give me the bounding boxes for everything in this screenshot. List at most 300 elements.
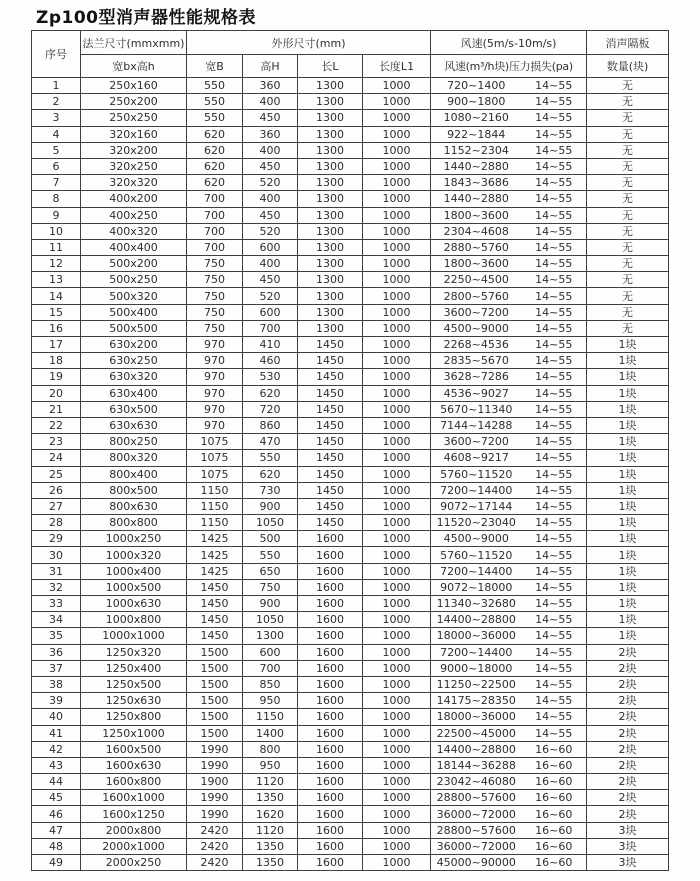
cell-length-l1: 1000 bbox=[363, 838, 431, 854]
header-flange-group: 法兰尺寸(mmxmm) bbox=[81, 31, 187, 55]
cell-length-l1: 1000 bbox=[363, 806, 431, 822]
cell-height-h: 500 bbox=[243, 531, 298, 547]
cell-wind bbox=[431, 385, 587, 401]
cell-length-l: 1450 bbox=[298, 337, 363, 353]
cell-width-b: 1500 bbox=[187, 676, 243, 692]
cell-wind bbox=[431, 515, 587, 531]
cell-length-l: 1600 bbox=[298, 806, 363, 822]
cell-baffle-count: 1块 bbox=[587, 401, 669, 417]
cell-wind bbox=[431, 612, 587, 628]
cell-serial: 8 bbox=[32, 191, 81, 207]
cell-baffle-count: 1块 bbox=[587, 596, 669, 612]
pressure-loss-range: 14~55 bbox=[535, 564, 573, 578]
cell-length-l: 1300 bbox=[298, 223, 363, 239]
cell-height-h: 860 bbox=[243, 417, 298, 433]
airflow-range: 9072~18000 bbox=[440, 580, 513, 594]
cell-wind bbox=[431, 110, 587, 126]
cell-wind bbox=[431, 774, 587, 790]
cell-wind bbox=[431, 142, 587, 158]
cell-serial: 21 bbox=[32, 401, 81, 417]
cell-length-l: 1600 bbox=[298, 676, 363, 692]
cell-flange-size: 800x800 bbox=[81, 515, 187, 531]
cell-height-h: 530 bbox=[243, 369, 298, 385]
airflow-range: 3600~7200 bbox=[443, 435, 509, 449]
pressure-loss-range: 14~55 bbox=[535, 224, 573, 238]
cell-flange-size: 630x320 bbox=[81, 369, 187, 385]
cell-flange-size: 1250x320 bbox=[81, 644, 187, 660]
cell-wind bbox=[431, 450, 587, 466]
cell-length-l1: 1000 bbox=[363, 94, 431, 110]
airflow-range: 18000~36000 bbox=[436, 710, 516, 724]
pressure-loss-range: 14~55 bbox=[535, 192, 573, 206]
pressure-loss-range: 14~55 bbox=[535, 176, 573, 190]
cell-serial: 13 bbox=[32, 272, 81, 288]
cell-width-b: 1990 bbox=[187, 757, 243, 773]
airflow-range: 3600~7200 bbox=[443, 305, 509, 319]
airflow-range: 2880~5760 bbox=[443, 240, 509, 254]
cell-baffle-count: 1块 bbox=[587, 498, 669, 514]
cell-length-l1: 1000 bbox=[363, 353, 431, 369]
cell-wind bbox=[431, 434, 587, 450]
cell-length-l: 1450 bbox=[298, 369, 363, 385]
cell-length-l: 1600 bbox=[298, 531, 363, 547]
table-row bbox=[32, 838, 669, 854]
cell-length-l1: 1000 bbox=[363, 547, 431, 563]
cell-length-l1: 1000 bbox=[363, 272, 431, 288]
pressure-loss-range: 14~55 bbox=[535, 435, 573, 449]
cell-baffle-count: 2块 bbox=[587, 806, 669, 822]
cell-height-h: 400 bbox=[243, 191, 298, 207]
table-row bbox=[32, 78, 669, 94]
cell-length-l: 1300 bbox=[298, 207, 363, 223]
airflow-range: 45000~90000 bbox=[436, 856, 516, 870]
cell-length-l: 1300 bbox=[298, 304, 363, 320]
cell-length-l1: 1000 bbox=[363, 191, 431, 207]
cell-baffle-count: 1块 bbox=[587, 515, 669, 531]
cell-width-b: 1450 bbox=[187, 579, 243, 595]
cell-serial: 33 bbox=[32, 596, 81, 612]
cell-flange-size: 250x160 bbox=[81, 78, 187, 94]
cell-length-l: 1300 bbox=[298, 191, 363, 207]
cell-flange-size: 500x200 bbox=[81, 256, 187, 272]
cell-height-h: 520 bbox=[243, 288, 298, 304]
table-row bbox=[32, 142, 669, 158]
cell-serial: 27 bbox=[32, 498, 81, 514]
cell-wind bbox=[431, 579, 587, 595]
pressure-loss-range: 16~60 bbox=[535, 775, 573, 789]
airflow-range: 1152~2304 bbox=[443, 143, 509, 157]
cell-width-b: 550 bbox=[187, 110, 243, 126]
cell-length-l1: 1000 bbox=[363, 450, 431, 466]
table-row bbox=[32, 272, 669, 288]
cell-serial: 11 bbox=[32, 239, 81, 255]
pressure-loss-range: 14~55 bbox=[535, 160, 573, 174]
pressure-loss-range: 14~55 bbox=[535, 402, 573, 416]
cell-width-b: 1500 bbox=[187, 644, 243, 660]
pressure-loss-range: 14~55 bbox=[535, 726, 573, 740]
airflow-range: 922~1844 bbox=[447, 127, 506, 141]
cell-length-l1: 1000 bbox=[363, 596, 431, 612]
cell-width-b: 1900 bbox=[187, 774, 243, 790]
cell-height-h: 450 bbox=[243, 207, 298, 223]
cell-width-b: 1990 bbox=[187, 741, 243, 757]
table-row bbox=[32, 579, 669, 595]
cell-wind bbox=[431, 223, 587, 239]
table-row bbox=[32, 337, 669, 353]
airflow-range: 18000~36000 bbox=[436, 629, 516, 643]
cell-height-h: 1350 bbox=[243, 855, 298, 871]
table-row bbox=[32, 304, 669, 320]
cell-width-b: 750 bbox=[187, 272, 243, 288]
cell-serial: 31 bbox=[32, 563, 81, 579]
cell-width-b: 1450 bbox=[187, 628, 243, 644]
airflow-range: 5670~11340 bbox=[440, 402, 513, 416]
airflow-range: 720~1400 bbox=[447, 79, 506, 93]
cell-baffle-count: 1块 bbox=[587, 385, 669, 401]
cell-width-b: 1425 bbox=[187, 531, 243, 547]
table-row bbox=[32, 401, 669, 417]
cell-length-l1: 1000 bbox=[363, 676, 431, 692]
cell-height-h: 1620 bbox=[243, 806, 298, 822]
cell-length-l: 1600 bbox=[298, 725, 363, 741]
cell-wind bbox=[431, 628, 587, 644]
cell-wind bbox=[431, 709, 587, 725]
cell-length-l: 1600 bbox=[298, 855, 363, 871]
cell-height-h: 650 bbox=[243, 563, 298, 579]
cell-flange-size: 500x500 bbox=[81, 320, 187, 336]
pressure-loss-range: 14~55 bbox=[535, 661, 573, 675]
cell-baffle-count: 1块 bbox=[587, 466, 669, 482]
pressure-loss-range: 14~55 bbox=[535, 451, 573, 465]
pressure-loss-range: 14~55 bbox=[535, 370, 573, 384]
cell-baffle-count: 2块 bbox=[587, 790, 669, 806]
cell-width-b: 700 bbox=[187, 191, 243, 207]
cell-length-l: 1300 bbox=[298, 272, 363, 288]
cell-width-b: 620 bbox=[187, 126, 243, 142]
airflow-range: 7200~14400 bbox=[440, 564, 513, 578]
airflow-range: 36000~72000 bbox=[436, 807, 516, 821]
cell-wind bbox=[431, 644, 587, 660]
header-wind-group: 风速(5m/s-10m/s) bbox=[431, 31, 587, 55]
cell-flange-size: 1250x1000 bbox=[81, 725, 187, 741]
cell-width-b: 2420 bbox=[187, 855, 243, 871]
cell-baffle-count: 无 bbox=[587, 223, 669, 239]
cell-flange-size: 320x320 bbox=[81, 175, 187, 191]
cell-width-b: 970 bbox=[187, 337, 243, 353]
airflow-range: 4500~9000 bbox=[443, 321, 509, 335]
cell-length-l: 1600 bbox=[298, 709, 363, 725]
cell-height-h: 1300 bbox=[243, 628, 298, 644]
table-row bbox=[32, 369, 669, 385]
header-length-l1: 长度L1 bbox=[363, 55, 431, 78]
cell-flange-size: 630x250 bbox=[81, 353, 187, 369]
airflow-range: 2304~4608 bbox=[443, 224, 509, 238]
cell-length-l: 1600 bbox=[298, 741, 363, 757]
pressure-loss-range: 14~55 bbox=[535, 629, 573, 643]
cell-length-l: 1300 bbox=[298, 175, 363, 191]
cell-baffle-count: 1块 bbox=[587, 612, 669, 628]
table-row bbox=[32, 855, 669, 871]
cell-wind bbox=[431, 320, 587, 336]
cell-baffle-count: 2块 bbox=[587, 709, 669, 725]
table-row bbox=[32, 563, 669, 579]
cell-length-l1: 1000 bbox=[363, 223, 431, 239]
cell-length-l1: 1000 bbox=[363, 790, 431, 806]
cell-width-b: 970 bbox=[187, 369, 243, 385]
cell-wind bbox=[431, 466, 587, 482]
pressure-loss-range: 14~55 bbox=[535, 694, 573, 708]
cell-baffle-count: 无 bbox=[587, 256, 669, 272]
cell-wind bbox=[431, 191, 587, 207]
airflow-range: 9000~18000 bbox=[440, 661, 513, 675]
cell-wind bbox=[431, 822, 587, 838]
cell-height-h: 900 bbox=[243, 596, 298, 612]
airflow-range: 1440~2880 bbox=[443, 192, 509, 206]
cell-serial: 44 bbox=[32, 774, 81, 790]
cell-width-b: 1150 bbox=[187, 498, 243, 514]
page-title: Zp100型消声器性能规格表 bbox=[36, 8, 256, 28]
cell-wind bbox=[431, 482, 587, 498]
pressure-loss-range: 14~55 bbox=[535, 678, 573, 692]
cell-serial: 37 bbox=[32, 660, 81, 676]
cell-height-h: 450 bbox=[243, 272, 298, 288]
cell-serial: 24 bbox=[32, 450, 81, 466]
cell-flange-size: 1600x1000 bbox=[81, 790, 187, 806]
cell-length-l: 1300 bbox=[298, 288, 363, 304]
cell-width-b: 750 bbox=[187, 304, 243, 320]
cell-length-l: 1450 bbox=[298, 482, 363, 498]
cell-length-l1: 1000 bbox=[363, 725, 431, 741]
airflow-range: 4500~9000 bbox=[443, 532, 509, 546]
cell-serial: 48 bbox=[32, 838, 81, 854]
cell-length-l1: 1000 bbox=[363, 531, 431, 547]
cell-length-l1: 1000 bbox=[363, 337, 431, 353]
cell-length-l1: 1000 bbox=[363, 709, 431, 725]
cell-width-b: 970 bbox=[187, 417, 243, 433]
cell-length-l: 1300 bbox=[298, 78, 363, 94]
cell-length-l: 1450 bbox=[298, 401, 363, 417]
cell-width-b: 620 bbox=[187, 142, 243, 158]
cell-length-l1: 1000 bbox=[363, 304, 431, 320]
cell-length-l: 1300 bbox=[298, 239, 363, 255]
cell-length-l1: 1000 bbox=[363, 741, 431, 757]
table-row bbox=[32, 515, 669, 531]
cell-wind bbox=[431, 547, 587, 563]
cell-width-b: 620 bbox=[187, 175, 243, 191]
cell-length-l: 1300 bbox=[298, 110, 363, 126]
table-row bbox=[32, 207, 669, 223]
cell-height-h: 520 bbox=[243, 175, 298, 191]
cell-length-l: 1300 bbox=[298, 142, 363, 158]
header-length-l: 长L bbox=[298, 55, 363, 78]
airflow-range: 14175~28350 bbox=[436, 694, 516, 708]
cell-flange-size: 630x500 bbox=[81, 401, 187, 417]
airflow-range: 22500~45000 bbox=[436, 726, 516, 740]
airflow-range: 7200~14400 bbox=[440, 483, 513, 497]
cell-height-h: 450 bbox=[243, 158, 298, 174]
airflow-range: 4536~9027 bbox=[443, 386, 509, 400]
cell-baffle-count: 1块 bbox=[587, 369, 669, 385]
cell-serial: 10 bbox=[32, 223, 81, 239]
table-row bbox=[32, 353, 669, 369]
cell-serial: 30 bbox=[32, 547, 81, 563]
pressure-loss-range: 16~60 bbox=[535, 856, 573, 870]
pressure-loss-range: 14~55 bbox=[535, 240, 573, 254]
cell-height-h: 600 bbox=[243, 304, 298, 320]
cell-width-b: 750 bbox=[187, 320, 243, 336]
cell-serial: 3 bbox=[32, 110, 81, 126]
cell-height-h: 1120 bbox=[243, 774, 298, 790]
cell-width-b: 550 bbox=[187, 94, 243, 110]
cell-serial: 17 bbox=[32, 337, 81, 353]
pressure-loss-range: 14~55 bbox=[535, 645, 573, 659]
table-row bbox=[32, 110, 669, 126]
cell-length-l: 1600 bbox=[298, 628, 363, 644]
cell-height-h: 360 bbox=[243, 78, 298, 94]
cell-length-l: 1600 bbox=[298, 596, 363, 612]
cell-wind bbox=[431, 660, 587, 676]
cell-length-l1: 1000 bbox=[363, 644, 431, 660]
cell-length-l1: 1000 bbox=[363, 774, 431, 790]
cell-flange-size: 2000x1000 bbox=[81, 838, 187, 854]
table-row bbox=[32, 790, 669, 806]
cell-width-b: 1500 bbox=[187, 725, 243, 741]
pressure-loss-range: 14~55 bbox=[535, 79, 573, 93]
cell-width-b: 970 bbox=[187, 353, 243, 369]
pressure-loss-range: 16~60 bbox=[535, 758, 573, 772]
cell-height-h: 400 bbox=[243, 256, 298, 272]
airflow-range: 1440~2880 bbox=[443, 160, 509, 174]
header-row-subcolumns bbox=[32, 55, 669, 78]
airflow-range: 5760~11520 bbox=[440, 548, 513, 562]
airflow-range: 3628~7286 bbox=[443, 370, 509, 384]
cell-serial: 36 bbox=[32, 644, 81, 660]
pressure-loss-range: 16~60 bbox=[535, 742, 573, 756]
cell-length-l: 1600 bbox=[298, 693, 363, 709]
cell-height-h: 1350 bbox=[243, 790, 298, 806]
cell-wind bbox=[431, 596, 587, 612]
cell-width-b: 1500 bbox=[187, 693, 243, 709]
cell-baffle-count: 无 bbox=[587, 207, 669, 223]
cell-serial: 15 bbox=[32, 304, 81, 320]
airflow-range: 36000~72000 bbox=[436, 839, 516, 853]
table-row bbox=[32, 644, 669, 660]
pressure-loss-range: 16~60 bbox=[535, 807, 573, 821]
cell-serial: 29 bbox=[32, 531, 81, 547]
cell-length-l1: 1000 bbox=[363, 757, 431, 773]
cell-length-l1: 1000 bbox=[363, 142, 431, 158]
cell-width-b: 1075 bbox=[187, 434, 243, 450]
cell-baffle-count: 无 bbox=[587, 94, 669, 110]
cell-length-l: 1600 bbox=[298, 838, 363, 854]
cell-height-h: 460 bbox=[243, 353, 298, 369]
cell-width-b: 700 bbox=[187, 223, 243, 239]
cell-length-l1: 1000 bbox=[363, 126, 431, 142]
cell-wind bbox=[431, 498, 587, 514]
cell-height-h: 1050 bbox=[243, 515, 298, 531]
cell-serial: 26 bbox=[32, 482, 81, 498]
cell-wind bbox=[431, 94, 587, 110]
table-row bbox=[32, 466, 669, 482]
table-row bbox=[32, 417, 669, 433]
pressure-loss-range: 14~55 bbox=[535, 499, 573, 513]
table-row bbox=[32, 94, 669, 110]
cell-baffle-count: 2块 bbox=[587, 774, 669, 790]
cell-baffle-count: 3块 bbox=[587, 822, 669, 838]
cell-serial: 19 bbox=[32, 369, 81, 385]
cell-flange-size: 320x160 bbox=[81, 126, 187, 142]
airflow-range: 900~1800 bbox=[447, 95, 506, 109]
cell-length-l1: 1000 bbox=[363, 158, 431, 174]
cell-serial: 43 bbox=[32, 757, 81, 773]
cell-length-l1: 1000 bbox=[363, 239, 431, 255]
cell-length-l: 1450 bbox=[298, 466, 363, 482]
cell-height-h: 1350 bbox=[243, 838, 298, 854]
cell-wind bbox=[431, 757, 587, 773]
pressure-loss-range: 14~55 bbox=[535, 321, 573, 335]
airflow-range: 23042~46080 bbox=[436, 775, 516, 789]
cell-flange-size: 400x320 bbox=[81, 223, 187, 239]
cell-flange-size: 2000x800 bbox=[81, 822, 187, 838]
cell-baffle-count: 1块 bbox=[587, 563, 669, 579]
pressure-loss-range: 14~55 bbox=[535, 516, 573, 530]
cell-length-l: 1600 bbox=[298, 644, 363, 660]
cell-baffle-count: 1块 bbox=[587, 353, 669, 369]
cell-height-h: 950 bbox=[243, 693, 298, 709]
cell-serial: 16 bbox=[32, 320, 81, 336]
airflow-range: 9072~17144 bbox=[440, 499, 513, 513]
cell-flange-size: 800x320 bbox=[81, 450, 187, 466]
cell-height-h: 850 bbox=[243, 676, 298, 692]
cell-serial: 41 bbox=[32, 725, 81, 741]
cell-height-h: 360 bbox=[243, 126, 298, 142]
cell-flange-size: 630x630 bbox=[81, 417, 187, 433]
table-row bbox=[32, 434, 669, 450]
cell-flange-size: 400x400 bbox=[81, 239, 187, 255]
pressure-loss-range: 14~55 bbox=[535, 208, 573, 222]
table-row bbox=[32, 126, 669, 142]
cell-flange-size: 400x250 bbox=[81, 207, 187, 223]
cell-serial: 6 bbox=[32, 158, 81, 174]
table-row bbox=[32, 741, 669, 757]
cell-length-l1: 1000 bbox=[363, 401, 431, 417]
cell-baffle-count: 无 bbox=[587, 158, 669, 174]
cell-height-h: 1120 bbox=[243, 822, 298, 838]
cell-flange-size: 630x200 bbox=[81, 337, 187, 353]
pressure-loss-range: 14~55 bbox=[535, 143, 573, 157]
cell-flange-size: 500x320 bbox=[81, 288, 187, 304]
cell-height-h: 400 bbox=[243, 94, 298, 110]
table-header bbox=[32, 31, 669, 78]
cell-height-h: 1050 bbox=[243, 612, 298, 628]
cell-flange-size: 1600x500 bbox=[81, 741, 187, 757]
cell-serial: 20 bbox=[32, 385, 81, 401]
cell-baffle-count: 无 bbox=[587, 239, 669, 255]
cell-baffle-count: 2块 bbox=[587, 644, 669, 660]
cell-length-l: 1600 bbox=[298, 822, 363, 838]
cell-wind bbox=[431, 855, 587, 871]
airflow-range: 1800~3600 bbox=[443, 208, 509, 222]
cell-length-l: 1600 bbox=[298, 547, 363, 563]
header-wind-sub: 风速(m³/h块)压力损失(pa) bbox=[431, 55, 587, 78]
cell-wind bbox=[431, 790, 587, 806]
table-row bbox=[32, 612, 669, 628]
cell-baffle-count: 无 bbox=[587, 175, 669, 191]
cell-flange-size: 1000x630 bbox=[81, 596, 187, 612]
cell-baffle-count: 2块 bbox=[587, 676, 669, 692]
pressure-loss-range: 14~55 bbox=[535, 95, 573, 109]
cell-width-b: 1450 bbox=[187, 612, 243, 628]
